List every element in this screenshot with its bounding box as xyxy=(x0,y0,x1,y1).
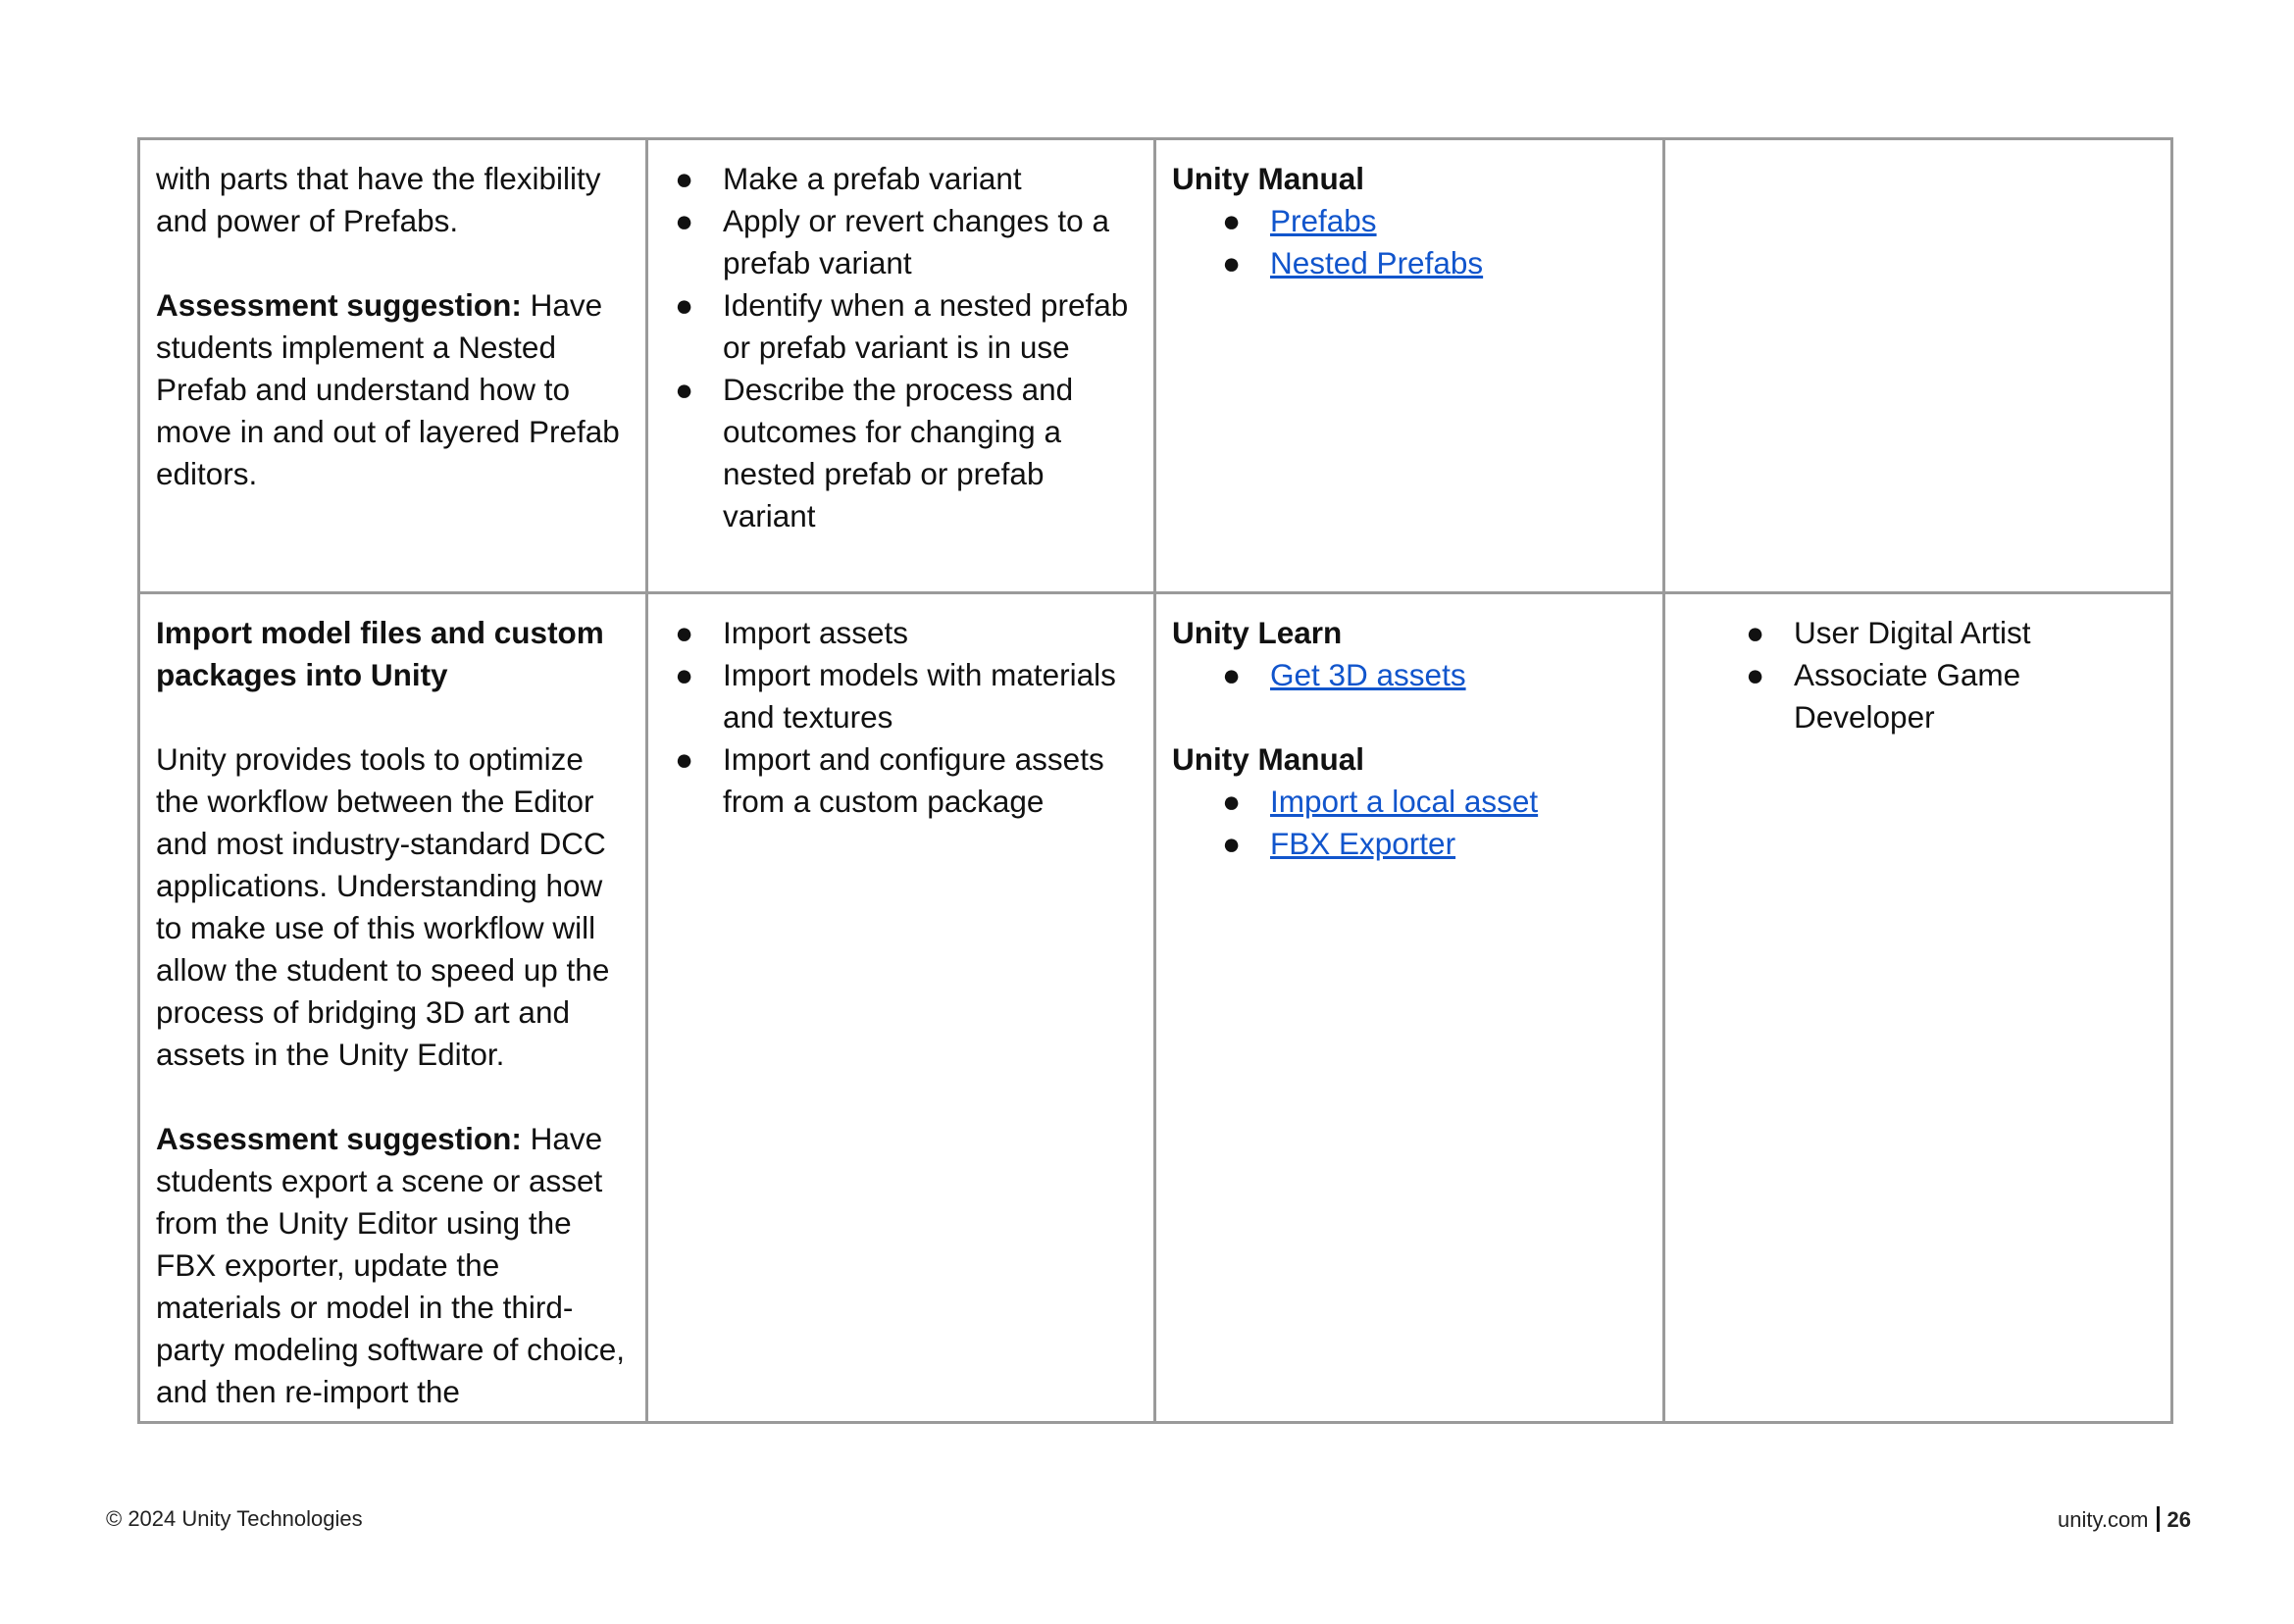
link-prefabs[interactable]: Prefabs xyxy=(1270,203,1377,238)
link-nested-prefabs[interactable]: Nested Prefabs xyxy=(1270,245,1484,280)
curriculum-table xyxy=(137,137,2173,1424)
cell-title: Import model files and custom packages into Unity xyxy=(156,615,604,692)
link-import-local-asset[interactable]: Import a local asset xyxy=(1270,784,1539,819)
table-cell-description xyxy=(139,139,647,593)
bullet-icon: ● xyxy=(1746,615,1765,650)
list-item xyxy=(1222,200,1649,242)
resource-heading: Unity Manual xyxy=(1172,161,1365,196)
bullet-icon: ● xyxy=(1222,826,1242,861)
footer-page-info xyxy=(2058,1506,2191,1533)
bullet-icon: ● xyxy=(1222,203,1242,238)
bullet-icon: ● xyxy=(675,615,694,650)
cell-text: Unity provides tools to optimize the workflow between the Editor and most industry-standard DCC applications. Understanding how to make use of this workflow will allow the student to speed up the process of bridging 3D art and assets in the Unity Editor. xyxy=(156,741,610,1072)
bullet-icon: ● xyxy=(675,657,694,692)
page-number: 26 xyxy=(2167,1507,2191,1532)
list-item: ● User Digital Artist xyxy=(1794,612,2157,654)
list-item: ● Describe the process and outcomes for changing a nested prefab or prefab variant xyxy=(723,369,1140,537)
table-cell-roles xyxy=(1664,139,2172,593)
list-item: ● Identify when a nested prefab or prefab variant is in use xyxy=(723,284,1140,369)
table-cell-resources xyxy=(1155,593,1664,1423)
list-item: ● Make a prefab variant xyxy=(723,158,1140,200)
table-row xyxy=(139,593,2172,1423)
bullet-icon: ● xyxy=(1222,245,1242,280)
bullet-icon: ● xyxy=(675,203,694,238)
bullet-icon: ● xyxy=(675,372,694,407)
bullet-icon: ● xyxy=(1222,784,1242,819)
list-item: ● Import models with materials and textures xyxy=(723,654,1140,738)
footer-divider xyxy=(2157,1506,2160,1532)
footer-site-link[interactable]: unity.com xyxy=(2058,1507,2149,1532)
table-cell-resources xyxy=(1155,139,1664,593)
cell-text: with parts that have the flexibility and power of Prefabs. xyxy=(156,161,601,238)
list-item xyxy=(1222,242,1649,284)
table-cell-description xyxy=(139,593,647,1423)
table-cell-roles xyxy=(1664,593,2172,1423)
list-item xyxy=(1222,823,1649,865)
assessment-label: Assessment suggestion: xyxy=(156,287,522,323)
footer-copyright: © 2024 Unity Technologies xyxy=(106,1506,363,1531)
link-get-3d-assets[interactable]: Get 3D assets xyxy=(1270,657,1466,692)
list-item: ● Associate Game Developer xyxy=(1794,654,2157,738)
table-row xyxy=(139,139,2172,593)
list-item: ● Import and configure assets from a custom package xyxy=(723,738,1140,823)
list-item xyxy=(1222,654,1649,696)
assessment-text: Have students implement a Nested Prefab and understand how to move in and out of layered Prefab editors. xyxy=(156,287,620,491)
table-cell-objectives xyxy=(647,593,1155,1423)
bullet-icon: ● xyxy=(675,161,694,196)
link-fbx-exporter[interactable]: FBX Exporter xyxy=(1270,826,1456,861)
bullet-icon: ● xyxy=(675,287,694,323)
assessment-paragraph xyxy=(156,1118,632,1413)
list-item: ● Import assets xyxy=(723,612,1140,654)
resource-heading: Unity Manual xyxy=(1172,741,1365,777)
list-item xyxy=(1222,781,1649,823)
table-cell-objectives xyxy=(647,139,1155,593)
assessment-label: Assessment suggestion: xyxy=(156,1121,522,1156)
bullet-icon: ● xyxy=(675,741,694,777)
assessment-text: Have students export a scene or asset from the Unity Editor using the FBX exporter, update the materials or model in the third-party modeling software of choice, and then re-import the xyxy=(156,1121,625,1409)
resource-heading: Unity Learn xyxy=(1172,615,1343,650)
list-item: ● Apply or revert changes to a prefab variant xyxy=(723,200,1140,284)
bullet-icon: ● xyxy=(1746,657,1765,692)
assessment-paragraph xyxy=(156,284,632,495)
bullet-icon: ● xyxy=(1222,657,1242,692)
